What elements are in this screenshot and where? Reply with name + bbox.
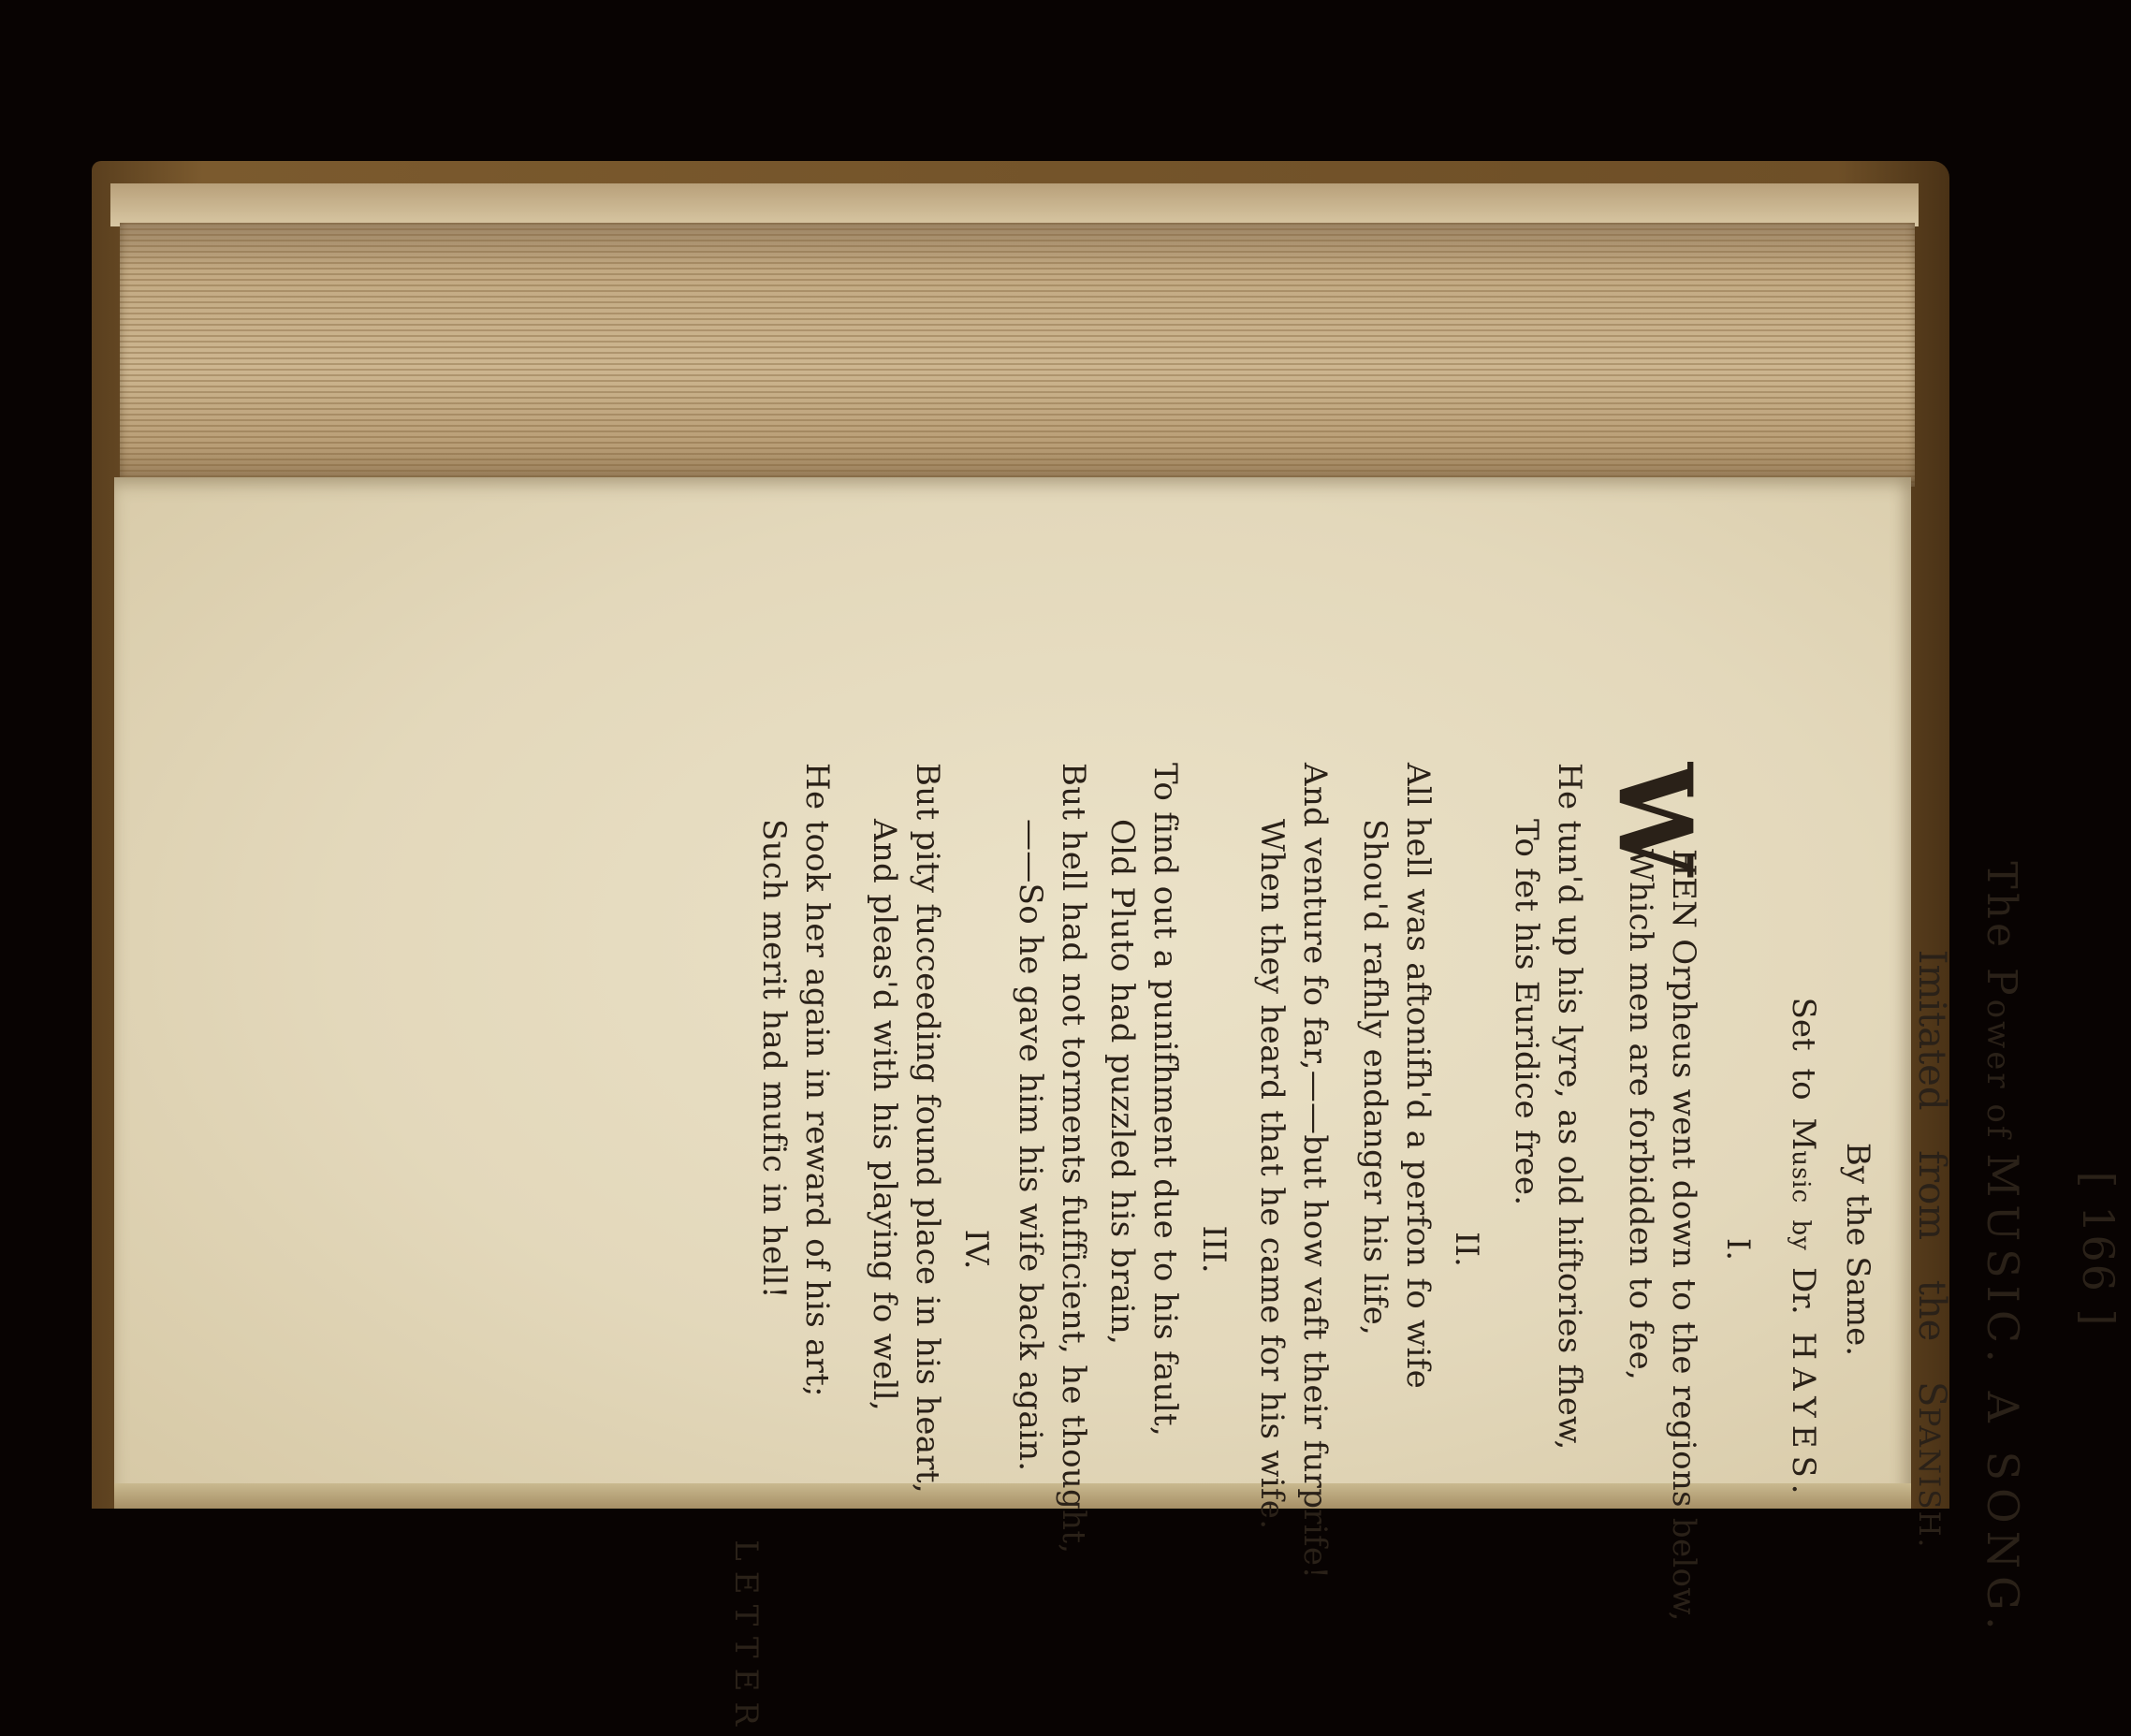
- stanza-numeral: III.: [1195, 1225, 1233, 1274]
- title-the: he: [1978, 892, 2025, 969]
- poem-line: To fet his Euridice free.: [1508, 819, 1545, 1206]
- title-a-song: A SONG.: [1978, 1370, 2028, 1638]
- page-number: [ 166 ]: [2073, 1171, 2124, 1328]
- stanza-numeral: IV.: [957, 1229, 995, 1270]
- poem-body: [718, 763, 2131, 1736]
- set-to-music: usic by: [1787, 1150, 1815, 1268]
- page-fore-edge: [120, 223, 1915, 487]
- subtitle-lead: Imitated from the: [1910, 949, 1953, 1382]
- poem-line: Old Pluto had puzzled his brain,: [1103, 819, 1141, 1346]
- poem-line: HEN Orpheus went down to the regions below,: [1665, 849, 1702, 1622]
- subtitle-spanish: PANISH.: [1912, 1407, 1946, 1550]
- page-block-top: [110, 183, 1919, 226]
- poem-line: All hell was aftonifh'd a perfon fo wife: [1399, 763, 1437, 1389]
- poem-line: Which men are forbidden to fee,: [1622, 849, 1659, 1381]
- title-initial-power: P: [1978, 968, 2025, 999]
- title-power-of: ower of: [1979, 999, 2017, 1154]
- poem-line: When they heard that he came for his wife.: [1253, 819, 1291, 1530]
- stanza-numeral: II.: [1448, 1232, 1485, 1267]
- poem-line: And venture fo far,——but how vaft their furprife!: [1296, 763, 1334, 1580]
- poem-line: And pleas'd with his playing fo well,: [866, 819, 903, 1411]
- page-text-block: [718, 763, 2131, 1736]
- composer-title: Dr.: [1785, 1267, 1822, 1315]
- poem-byline: By the Same.: [1839, 1142, 1876, 1357]
- poem-line: He tun'd up his lyre, as old hiftories fhew,: [1551, 763, 1588, 1451]
- poem-line: But pity fucceeding found place in his heart,: [909, 763, 946, 1495]
- stanza-numeral: I.: [1719, 1237, 1757, 1262]
- poem-line: He took her again in reward of his art;: [798, 763, 836, 1397]
- title-music: MUSIC.: [1978, 1153, 2028, 1371]
- poem-line: Such merit had mufic in hell!: [755, 819, 793, 1299]
- poem-line: ——So he gave him his wife back again.: [1012, 819, 1049, 1472]
- catchword: LETTER: [727, 1539, 765, 1736]
- poem-line: Shou'd rafhly endanger his life,: [1356, 819, 1394, 1336]
- poem-line: To find out a punifhment due to his fault,: [1146, 763, 1184, 1437]
- poem-line: But hell had not torments fufficient, he thought,: [1055, 763, 1092, 1554]
- subtitle-initial: S: [1910, 1381, 1953, 1408]
- set-to-lead: Set to: [1785, 997, 1822, 1118]
- set-to-initial: M: [1785, 1117, 1822, 1151]
- title-initial-the: T: [1978, 861, 2025, 893]
- drop-cap: W: [1596, 763, 1714, 877]
- composer-name: HAYES.: [1785, 1332, 1822, 1502]
